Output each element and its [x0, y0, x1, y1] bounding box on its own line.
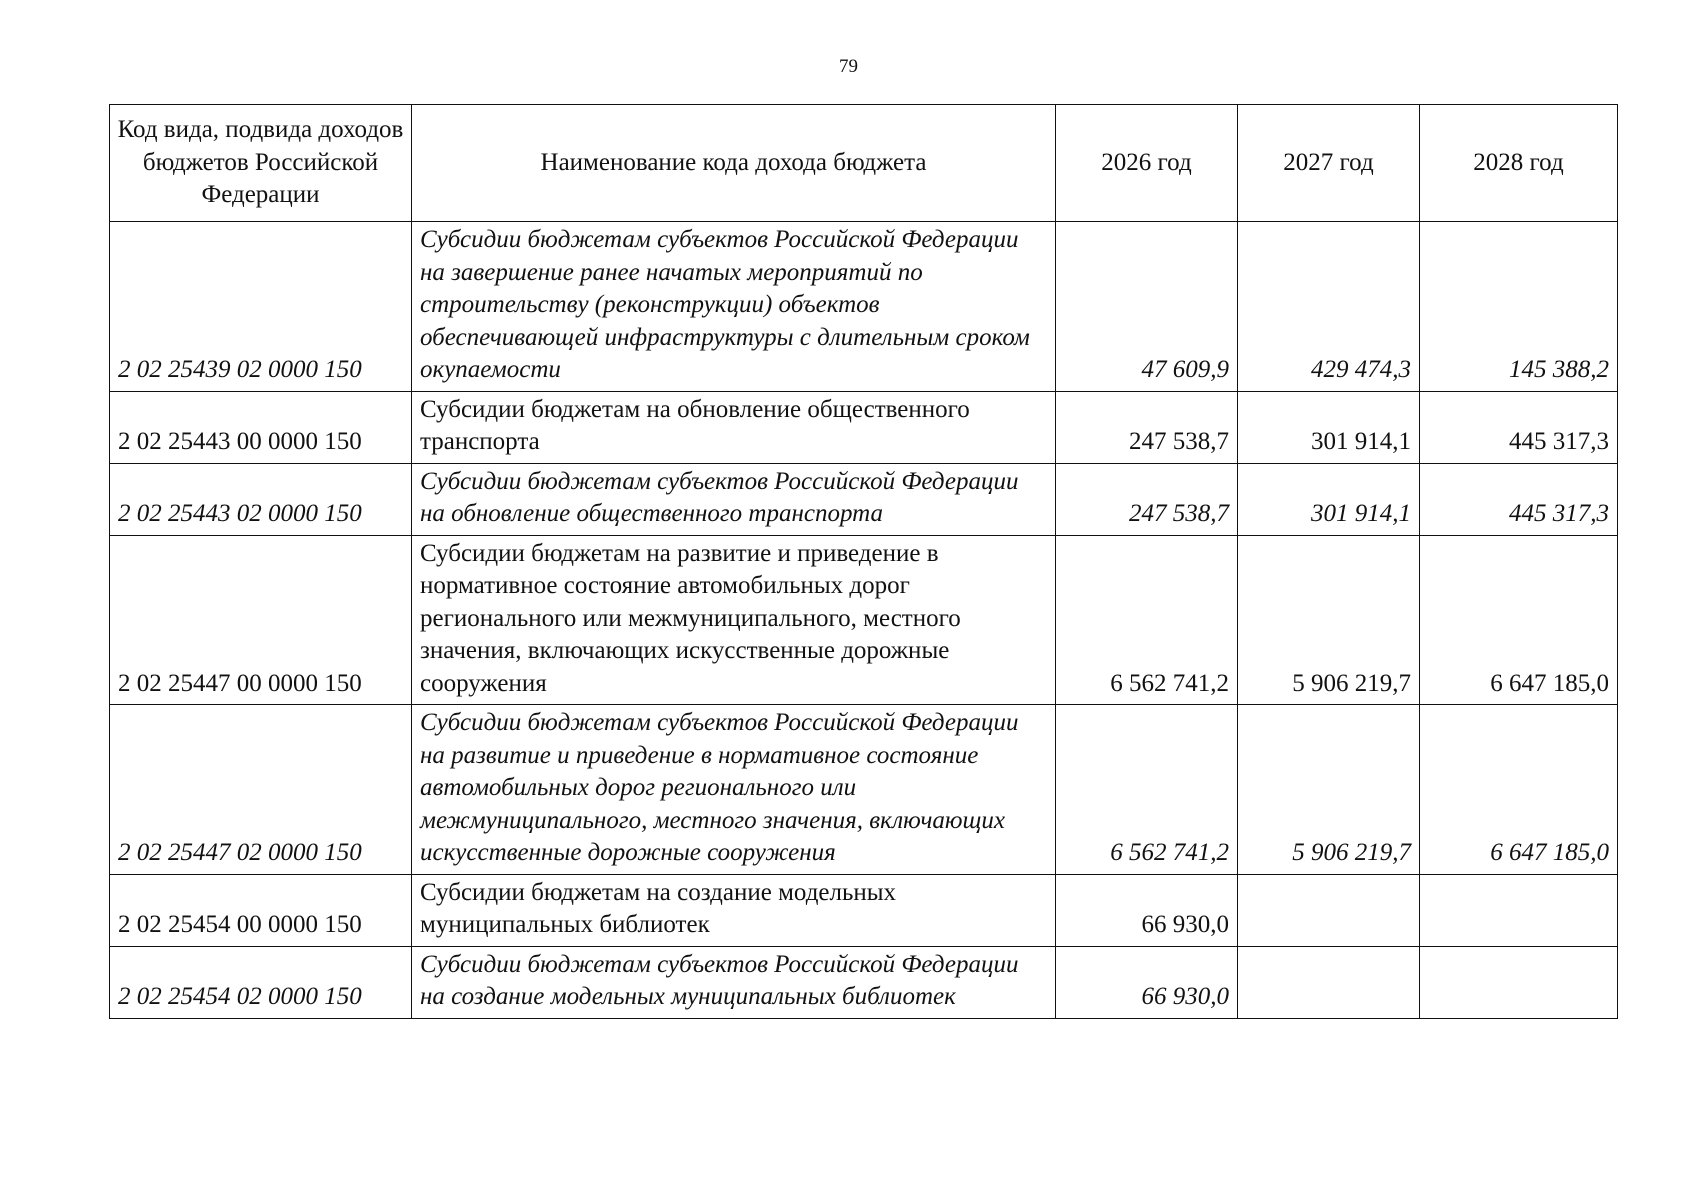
table-row	[110, 946, 1618, 1018]
row-value-2027: 5 906 219,7	[1238, 705, 1420, 875]
row-name: Субсидии бюджетам субъектов Российской Федерации на развитие и приведение в нормативное состояние автомобильных дорог регионального или межмуниципального, местного значения, включающих искусственные дорожные сооружения	[412, 705, 1056, 875]
table-row	[110, 391, 1618, 463]
row-code: 2 02 25447 00 0000 150	[110, 535, 412, 705]
page-number: 79	[839, 56, 858, 77]
table-row	[110, 705, 1618, 875]
row-value-2028: 6 647 185,0	[1420, 705, 1618, 875]
row-value-2026: 6 562 741,2	[1056, 705, 1238, 875]
row-value-2028	[1420, 946, 1618, 1018]
row-value-2027: 301 914,1	[1238, 463, 1420, 535]
row-name: Субсидии бюджетам на создание модельных муниципальных библиотек	[412, 874, 1056, 946]
row-value-2026: 6 562 741,2	[1056, 535, 1238, 705]
row-value-2028: 145 388,2	[1420, 222, 1618, 392]
row-code: 2 02 25447 02 0000 150	[110, 705, 412, 875]
row-value-2027	[1238, 946, 1420, 1018]
row-name: Субсидии бюджетам на обновление общественного транспорта	[412, 391, 1056, 463]
header-2026: 2026 год	[1056, 105, 1238, 222]
row-value-2028: 445 317,3	[1420, 463, 1618, 535]
row-value-2026: 47 609,9	[1056, 222, 1238, 392]
row-value-2026: 247 538,7	[1056, 463, 1238, 535]
row-value-2027: 301 914,1	[1238, 391, 1420, 463]
row-value-2027	[1238, 874, 1420, 946]
row-name: Субсидии бюджетам субъектов Российской Федерации на создание модельных муниципальных библиотек	[412, 946, 1056, 1018]
header-2027: 2027 год	[1238, 105, 1420, 222]
row-name: Субсидии бюджетам субъектов Российской Федерации на обновление общественного транспорта	[412, 463, 1056, 535]
row-code: 2 02 25439 02 0000 150	[110, 222, 412, 392]
row-value-2026: 66 930,0	[1056, 946, 1238, 1018]
row-value-2028	[1420, 874, 1618, 946]
row-name: Субсидии бюджетам на развитие и приведение в нормативное состояние автомобильных дорог регионального или межмуниципального, местного значения, включающих искусственные дорожные сооружения	[412, 535, 1056, 705]
row-value-2027: 5 906 219,7	[1238, 535, 1420, 705]
row-code: 2 02 25454 00 0000 150	[110, 874, 412, 946]
table-row	[110, 535, 1618, 705]
row-value-2026: 247 538,7	[1056, 391, 1238, 463]
budget-revenue-table	[109, 104, 1618, 1019]
table-row	[110, 463, 1618, 535]
table-row	[110, 874, 1618, 946]
row-value-2026: 66 930,0	[1056, 874, 1238, 946]
row-code: 2 02 25443 02 0000 150	[110, 463, 412, 535]
header-2028: 2028 год	[1420, 105, 1618, 222]
header-code: Код вида, подвида доходов бюджетов Российской Федерации	[110, 105, 412, 222]
row-code: 2 02 25454 02 0000 150	[110, 946, 412, 1018]
row-name: Субсидии бюджетам субъектов Российской Федерации на завершение ранее начатых мероприятий по строительству (реконструкции) объектов обеспечивающей инфраструктуры с длительным сроком окупаемости	[412, 222, 1056, 392]
row-value-2028: 6 647 185,0	[1420, 535, 1618, 705]
table-row	[110, 222, 1618, 392]
table-header-row	[110, 105, 1618, 222]
row-code: 2 02 25443 00 0000 150	[110, 391, 412, 463]
header-name: Наименование кода дохода бюджета	[412, 105, 1056, 222]
row-value-2028: 445 317,3	[1420, 391, 1618, 463]
row-value-2027: 429 474,3	[1238, 222, 1420, 392]
